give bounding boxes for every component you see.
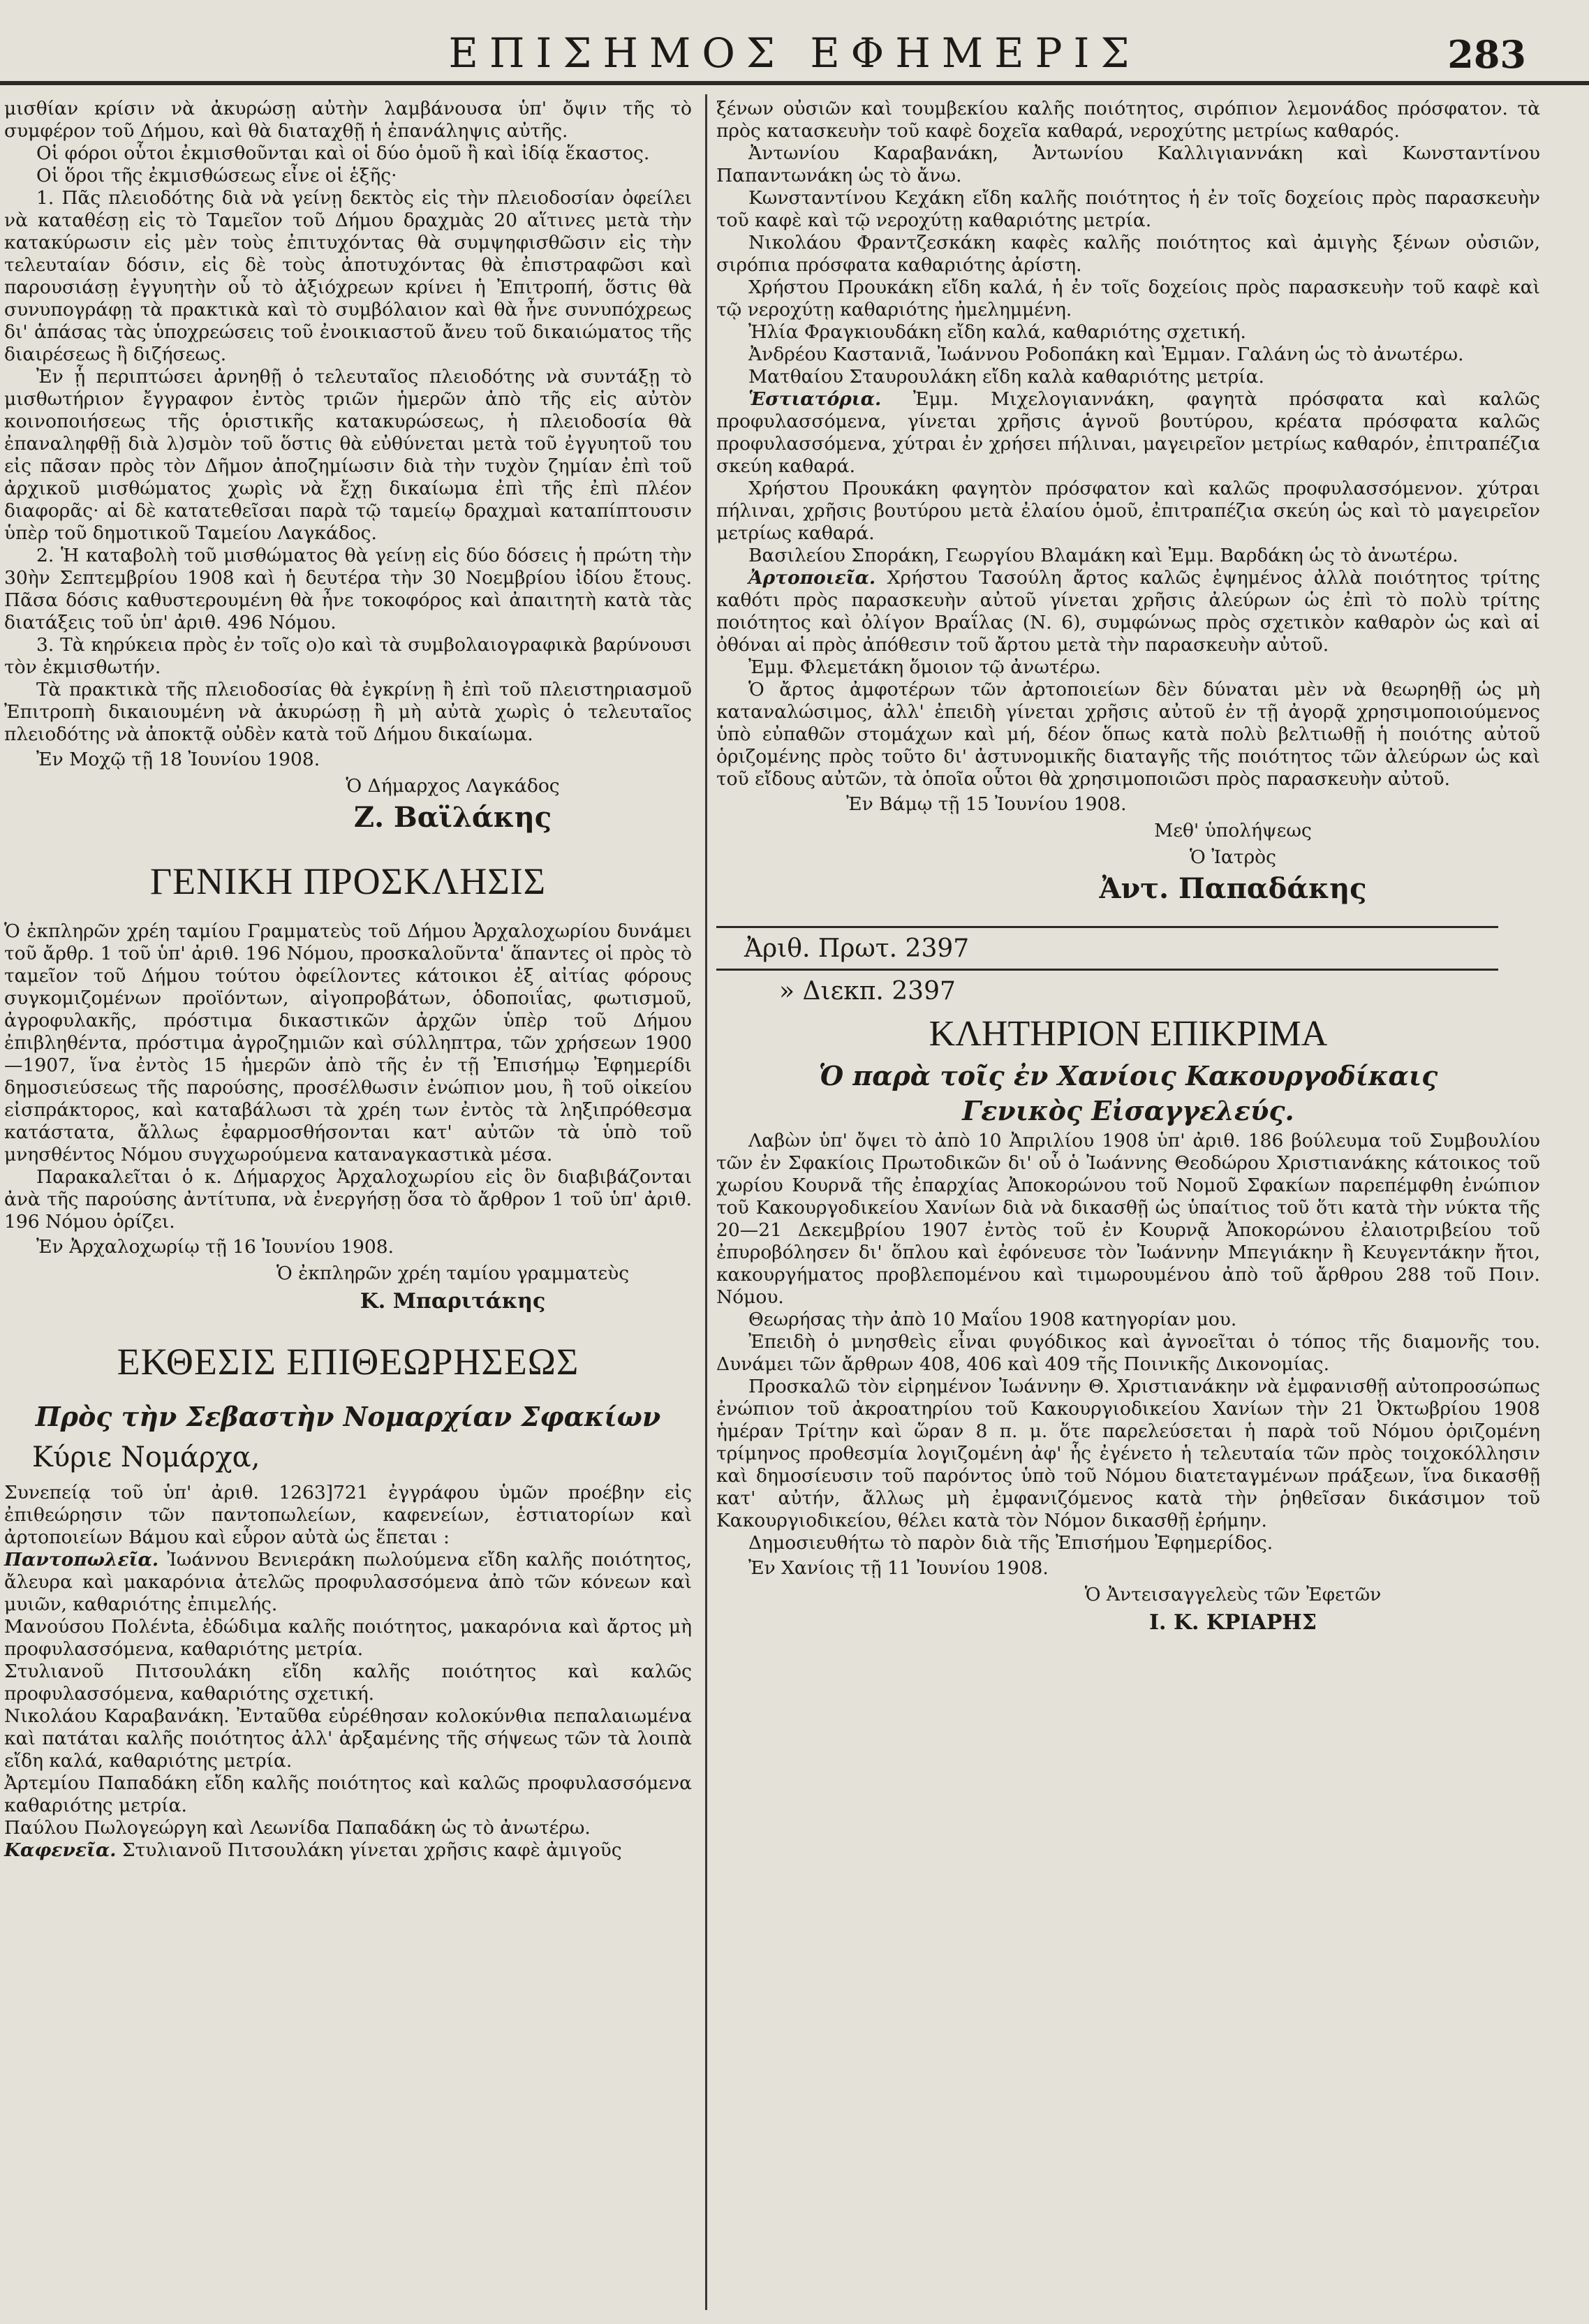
- paragraph: [4, 1772, 692, 1817]
- section-rule: [716, 969, 1498, 971]
- paragraph-lead: Ἑστιατόρια.: [748, 388, 882, 410]
- paragraph: Ἐπειδὴ ὁ μνησθεὶς εἶναι φυγόδικος καὶ ἀγνοεῖται ὁ τόπος τῆς διαμονῆς του. Δυνάμει τῶν ἄρθρων 408, 406 καὶ 409 τῆς Ποινικῆς Δικονομίας.: [716, 1331, 1540, 1375]
- paragraph-text: Χρήστου Προυκάκη εἴδη καλά, ἡ ἐν τοῖς δοχείοις πρὸς παρασκευὴν τοῦ καφὲ καὶ τῷ νεροχύτῃ καθαριότης ἠμελημμένη.: [716, 277, 1540, 321]
- paragraph-text: Μανούσου Πολένta, ἐδώδιμα καλῆς ποιότητος, μακαρόνια καὶ ἄρτος μὴ προφυλασσόμενα, καθαριότης μετρία.: [4, 1616, 692, 1660]
- paragraph: [4, 1705, 692, 1772]
- summons: [716, 926, 1540, 1637]
- paragraph: [716, 679, 1540, 790]
- section-subheading: Πρὸς τὴν Σεβαστὴν Νομαρχίαν Σφακίων: [35, 1401, 661, 1432]
- report-date: Ἐν Βάμῳ τῇ 15 Ἰουνίου 1908.: [846, 793, 1127, 815]
- paragraph: Τὰ πρακτικὰ τῆς πλειοδοσίας θὰ ἐγκρίνῃ ἢ ἐπὶ τοῦ πλειστηριασμοῦ Ἐπιτροπὴ δικαιουμένη νὰ ἀκυρώσῃ ἢ μὴ αὐτὰ χωρὶς ὁ τελευταῖος πλειοδότης νὰ ἀποκτᾷ οὐδὲν κατὰ τοῦ Δήμου δικαίωμα.: [4, 679, 692, 745]
- paragraph-lead: Ἀρτοποιεῖα.: [748, 567, 876, 589]
- paragraph: [4, 1482, 692, 1549]
- paragraph: Λαβὼν ὑπ' ὄψει τὸ ἀπὸ 10 Ἀπριλίου 1908 ὑπ' ἀριθ. 186 βούλευμα τοῦ Συμβουλίου τῶν ἐν Σφακίοις Πρωτοδικῶν δι' οὗ ὁ Ἰωάννης Θεοδώρου Χριστιανάκης κάτοικος τοῦ χωρίου Κουρνᾶ τῆς ἐπαρχίας Ἀποκορώνου τοῦ Νομοῦ Σφακίων παρεπέμφθη ἐνώπιον τοῦ Κακουργοδικείου Χανίων διὰ νὰ δικασθῇ ὡς ὑπαίτιος τοῦ ὅτι κατὰ τὴν νύκτα τῆς 20—21 Δεκεμβρίου 1907 ἐντὸς τοῦ ἐν Κουρνᾷ Ἀποκορώνου ἐλαιοτριβείου τοῦ ἐπυροβόλησεν δι' ὅπλου καὶ ἐφόνευσε τὸν Ἰωάννην Μπεγιάκην ἢ Κευγεντάκην ἤτοι, κακουργήματος προβλεπομένου καὶ τιμωρουμένου ἀπὸ τοῦ ἄρθρου 288 τοῦ Ποιν. Νόμου.: [716, 1130, 1540, 1308]
- paragraph: μισθίαν κρίσιν νὰ ἀκυρώσῃ αὐτὴν λαμβάνουσα ὑπ' ὄψιν τῆς τὸ συμφέρον τοῦ Δήμου, καὶ θὰ διαταχθῇ ἡ ἐπανάληψις αὐτῆς.: [4, 98, 692, 142]
- paragraph-text: Ματθαίου Σταυρουλάκη εἴδη καλὰ καθαριότης μετρία.: [748, 366, 1264, 388]
- masthead-title: ΕΠΙΣΗΜΟΣ ΕΦΗΜΕΡΙΣ: [448, 29, 1141, 77]
- paragraph: 3. Τὰ κηρύκεια πρὸς ἐν τοῖς ο)ο καὶ τὰ συμβολαιογραφικὰ βαρύνουσι τὸν ἐκμισθωτήν.: [4, 634, 692, 678]
- paragraph: [716, 545, 1540, 567]
- report-regards: Μεθ' ὑπολήψεως: [1154, 820, 1312, 841]
- paragraph: Ὁ ἐκπληρῶν χρέη ταμίου Γραμματεὺς τοῦ Δήμου Ἀρχαλοχωρίου δυνάμει τοῦ ἄρθρ. 1 τοῦ ὑπ' ἀριθ. 196 Νόμου, προσκαλοῦντα' ἅπαντες οἱ πρὸς τὸ ταμεῖον τοῦ Δήμου τούτου ὀφείλοντες κάτοικοι ἐξ αἰτίας φόρους συγκομιζομένων προϊόντων, αἰγοπροβάτων, ὁδοποιΐας, φωτισμοῦ, ἀγροφυλακῆς, πρόστιμα δικαστικῶν ἀρχῶν ὑπὲρ τοῦ Δήμου ἐπιβληθέντα, πρόστιμα ἀγροζημιῶν καὶ σύλληπτρα, τῶν χρήσεων 1900—1907, ἵνα ἐντὸς 15 ἡμερῶν ἀπὸ τῆς ἐν τῇ Ἐπισήμῳ Ἐφημερίδι δημοσιεύσεως τῆς παρούσης, προσέλθωσιν ἐνώπιον μου, ἢ τοῦ οἰκείου εἰσπράκτορος, καὶ καταβάλωσι τὰ χρέη των ἐντὸς τὰ ληξιπρόθεσμα κατάστατα, ἄλλως ἐφαρμοσθήσονται κατ' αὐτῶν τὰ ὑπὸ τοῦ μνησθέντος Νόμου συγχωρούμενα καταναγκαστικὰ μέσα.: [4, 920, 692, 1165]
- paragraph: [4, 1661, 692, 1705]
- paragraph: [4, 1839, 692, 1862]
- paragraph-text: Ἠλία Φραγκιουδάκη εἴδη καλά, καθαριότης σχετική.: [748, 321, 1246, 343]
- paragraph: 2. Ἡ καταβολὴ τοῦ μισθώματος θὰ γείνῃ εἰς δύο δόσεις ἡ πρώτη τὴν 30ὴν Σεπτεμβρίου 1908 καὶ ἡ δευτέρα τὴν 30 Νοεμβρίου ἰδίου ἔτους. Πᾶσα δόσις καθυστερουμένη θὰ ἦνε τοκοφόρος καὶ ἀπαιτητὴ κατὰ τὰς διατάξεις τοῦ ὑπ' ἀριθ. 496 Νόμου.: [4, 545, 692, 633]
- paragraph-text: Ἀρτεμίου Παπαδάκη εἴδη καλῆς ποιότητος καὶ καλῶς προφυλασσόμενα καθαριότης μετρία.: [4, 1772, 692, 1816]
- paragraph: Ἐν ᾗ περιπτώσει ἀρνηθῇ ὁ τελευταῖος πλειοδότης νὰ συντάξῃ τὸ μισθωτήριον ἔγγραφον ἐντὸς τριῶν ἡμερῶν ἀπὸ τῆς εἰς αὐτὸν κοινοποιήσεως τῆς ὁριστικῆς κατακυρώσεως, ἡ πλειοδοσία θὰ ἐπαναληφθῇ διὰ λ)σμὸν τοῦ ὅστις θὰ εὐθύνεται μετὰ τοῦ ἐγγυητοῦ του εἰς πᾶσαν πρὸς τὸν Δῆμον ἀποζημίωσιν διὰ τὴν τυχὸν ζημίαν ἐπὶ τοῦ ἀρχικοῦ μισθώματος χωρὶς νὰ ἔχῃ δικαίωμα ἐπὶ τῆς ἐπὶ πλέον διαφορᾶς· αἱ δὲ κατατεθεῖσαι παρὰ τῷ ταμείῳ δραχμαὶ καταπίπτουσιν ὑπὲρ τοῦ δημοτικοῦ Ταμείου Λαγκάδος.: [4, 366, 692, 544]
- masthead: [0, 0, 1589, 84]
- protocol-number: Ἀριθ. Πρωτ. 2397: [744, 934, 970, 963]
- paragraph-text: Ἀνδρέου Καστανιᾶ, Ἰωάννου Ροδοπάκη καὶ Ἐμμαν. Γαλάνη ὡς τὸ ἀνωτέρω.: [748, 344, 1464, 365]
- paragraph-text: Συνεπείᾳ τοῦ ὑπ' ἀριθ. 1263]721 ἐγγράφου ὑμῶν προέβην εἰς ἐπιθεώρησιν τῶν παντοπωλείων, καφενείων, ἑστιατορίων καὶ ἀρτοποιείων Βάμου καὶ εὗρον αὐτὰ ὡς ἕπεται :: [4, 1482, 692, 1548]
- paragraph: [716, 98, 1540, 142]
- signer-name: Ζ. Βαϊλάκης: [353, 801, 552, 834]
- paragraph-lead: Παντοπωλεῖα.: [4, 1549, 159, 1571]
- paragraph: [716, 321, 1540, 344]
- paragraph: [716, 567, 1540, 656]
- paragraph-text: Στυλιανοῦ Πιτσουλάκη εἴδη καλῆς ποιότητος καὶ καλῶς προφυλασσόμενα, καθαριότης σχετική.: [4, 1661, 692, 1705]
- report-signer: Ἀντ. Παπαδάκης: [1099, 872, 1367, 905]
- notice-date: Ἐν Ἀρχαλοχωρίῳ τῇ 16 Ἰουνίου 1908.: [36, 1236, 394, 1258]
- lease-notice: [4, 98, 692, 835]
- column-divider: [705, 94, 707, 2310]
- paragraph-text: Νικολάου Φραντζεσκάκη καφὲς καλῆς ποιότητος καὶ ἀμιγὴς ξένων οὐσιῶν, σιρόπια πρόσφατα καθαριότης ἀρίστη.: [716, 232, 1540, 276]
- paragraph-text: Ἰωάννου Βενιεράκη πωλούμενα εἴδη καλῆς ποιότητος, ἄλευρα καὶ μακαρόνια ἀτελῶς προφυλασσόμενα ἀπὸ τῶν κόνεων καὶ μυιῶν, καθαριότης ἐπιμελής.: [4, 1549, 692, 1615]
- paragraph: Οἱ φόροι οὗτοι ἐκμισθοῦνται καὶ οἱ δύο ὁμοῦ ἢ καὶ ἰδίᾳ ἕκαστος.: [36, 142, 650, 164]
- paragraph: Προσκαλῶ τὸν εἰρημένον Ἰωάννην Θ. Χριστιανάκην νὰ ἐμφανισθῇ αὐτοπροσώπως ἐνώπιον τοῦ ἀκροατηρίου τοῦ Κακουργιοδικείου Χανίων τὴν 21 Ὀκτωβρίου 1908 ἡμέραν Τρίτην καὶ ὥραν 8 π. μ. ὅτε παρελεύσεται ἡ παρὰ τοῦ Νόμου ὁριζομένη τρίμηνος προθεσμία λογιζομένη ἀφ' ἧς ἐγένετο ἡ τελευταία τῶν πρὸς τοιχοκόλλησιν καὶ δημοσίευσιν τοῦ παρόντος ὑπὸ τοῦ Νόμου διατεταγμένων πράξεων, ἵνα δικασθῇ κατ' αὐτήν, ἄλλως μὴ ἐμφανιζόμενος κατὰ τὴν ῥηθεῖσαν δικάσιμον τοῦ Κακουργιοδικείου, θέλει κατὰ τὸν Νόμον δικασθῇ ἐρήμην.: [716, 1376, 1540, 1531]
- signer-role: Ὁ ἐκπληρῶν χρέη ταμίου γραμματεὺς: [276, 1263, 630, 1284]
- signer-name: Κ. Μπαριτάκης: [360, 1289, 546, 1314]
- paragraph: [716, 142, 1540, 187]
- section-rule: [716, 926, 1498, 928]
- paragraph: [716, 277, 1540, 321]
- paragraph: [716, 478, 1540, 545]
- inspection-report-continued: [716, 98, 1540, 906]
- inspection-report: [4, 1339, 692, 1862]
- record-number: » Διεκπ. 2397: [779, 977, 956, 1006]
- paragraph-lead: Καφενεῖα.: [4, 1839, 117, 1861]
- paragraph-text: Ἀντωνίου Καραβανάκη, Ἀντωνίου Καλλιγιαννάκη καὶ Κωνσταντίνου Παπαντωνάκη ὡς τὸ ἄνω.: [716, 142, 1540, 186]
- paragraph: Δημοσιευθήτω τὸ παρὸν διὰ τῆς Ἐπισήμου Ἐφημερίδος.: [748, 1532, 1273, 1554]
- paragraph: [4, 1616, 692, 1661]
- section-subheading: Γενικὸς Εἰσαγγελεύς.: [962, 1095, 1294, 1126]
- paragraph: [4, 1817, 692, 1839]
- section-heading: ΕΚΘΕΣΙΣ ΕΠΙΘΕΩΡΗΣΕΩΣ: [117, 1341, 579, 1383]
- paragraph-text: Βασιλείου Σποράκη, Γεωργίου Βλαμάκη καὶ Ἐμμ. Βαρδάκη ὡς τὸ ἀνωτέρω.: [748, 545, 1458, 566]
- paragraph-text: ξένων οὐσιῶν καὶ τουμβεκίου καλῆς ποιότητος, σιρόπιον λεμονάδος πρόσφατον. τὰ πρὸς κατασκευὴν τοῦ καφὲ δοχεῖα καθαρά, νεροχύτης μετρίως καθαρός.: [716, 98, 1540, 142]
- paragraph: [716, 366, 1540, 388]
- left-column: [0, 98, 702, 2310]
- paragraph: [716, 344, 1540, 366]
- right-column: [712, 98, 1589, 2310]
- page-number: 283: [1447, 32, 1526, 77]
- summons-date: Ἐν Χανίοις τῇ 11 Ἰουνίου 1908.: [748, 1557, 1049, 1579]
- signer-name: Ι. Κ. ΚΡΙΑΡΗΣ: [1149, 1610, 1317, 1635]
- paragraph: [4, 1549, 692, 1616]
- paragraph-text: Χρήστου Προυκάκη φαγητὸν πρόσφατον καὶ καλῶς προφυλασσόμενον. χύτραι πήλιναι, χρῆσις βουτύρου μετὰ ἐλαίου ὁμοῦ, ἐπιτραπέζια σκεύη ὡς καὶ τὸ μαγειρεῖον μετρίως καθαρά.: [716, 478, 1540, 544]
- signer-role: Ὁ Ἀντεισαγγελεὺς τῶν Ἐφετῶν: [1084, 1584, 1382, 1605]
- paragraph: [716, 187, 1540, 232]
- section-heading: ΓΕΝΙΚΗ ΠΡΟΣΚΛΗΣΙΣ: [149, 860, 547, 902]
- salutation: Κύριε Νομάρχα,: [32, 1441, 260, 1473]
- masthead-rule: [0, 81, 1589, 85]
- section-heading: ΚΛΗΤΗΡΙΟΝ ΕΠΙΚΡΙΜΑ: [929, 1014, 1328, 1054]
- general-invitation: [4, 859, 692, 1316]
- paragraph: Οἱ ὅροι τῆς ἐκμισθώσεως εἶνε οἱ ἑξῆς·: [36, 165, 397, 186]
- paragraph-text: Παύλου Πωλογεώργη καὶ Λεωνίδα Παπαδάκη ὡς τὸ ἀνωτέρω.: [4, 1817, 591, 1839]
- signer-role: Ὁ Δήμαρχος Λαγκάδος: [346, 775, 560, 797]
- notice-date: Ἐν Μοχῷ τῇ 18 Ἰουνίου 1908.: [36, 749, 320, 770]
- paragraph-text: Νικολάου Καραβανάκη. Ἐνταῦθα εὑρέθησαν κολοκύνθια πεπαλαιωμένα καὶ πατάται καλῆς ποιότητος ἀλλ' ἀρξαμένης τῆς σήψεως τῶν τὰ λοιπὰ εἴδη καλά, καθαριότης μετρία.: [4, 1705, 692, 1772]
- paragraph-text: Στυλιανοῦ Πιτσουλάκη γίνεται χρῆσις καφὲ ἀμιγοῦς: [116, 1839, 622, 1861]
- report-role: Ὁ Ἰατρὸς: [1190, 846, 1276, 868]
- section-subheading: Ὁ παρὰ τοῖς ἐν Χανίοις Κακουργοδίκαις: [818, 1060, 1438, 1091]
- paragraph-text: Κωνσταντίνου Κεχάκη εἴδη καλῆς ποιότητος ἡ ἐν τοῖς δοχείοις πρὸς παρασκευὴν τοῦ καφὲ καὶ τῷ νεροχύτῃ καθαριότης μετρία.: [716, 187, 1540, 231]
- paragraph: [716, 656, 1540, 679]
- paragraph: 1. Πᾶς πλειοδότης διὰ νὰ γείνῃ δεκτὸς εἰς τὴν πλειοδοσίαν ὀφείλει νὰ καταθέσῃ εἰς τὸ Ταμεῖον τοῦ Δήμου δραχμὰς 20 αἵτινες μετὰ τὴν κατακύρωσιν εἰς μὲν τοὺς ἐπιτυχόντας θὰ συμψηφισθῶσιν εἰς τὴν τελευταίαν δόσιν, εἰς δὲ τοὺς ἀποτυχόντας θὰ ἐπιστραφῶσι καὶ παρουσιάσῃ ἐγγυητὴν οὗ τὸ ἀξιόχρεων κρίνει ἡ Ἐπιτροπή, ὅστις θὰ συνυπογράφῃ τὰ πρακτικὰ καὶ τὸ συμβόλαιον καὶ θὰ ἦνε συνυπόχρεως δι' ἁπάσας τὰς ὑποχρεώσεις τοῦ ἐνοικιαστοῦ ἄνευ τοῦ δικαιώματος τῆς διαιρέσεως ἢ διζήσεως.: [4, 187, 692, 365]
- paragraph-text: Χρήστου Τασούλη ἄρτος καλῶς ἐψημένος ἀλλὰ ποιότητος τρίτης καθότι πρὸς παρασκευὴν αὐτοῦ γίνεται χρῆσις ἀλεύρων ὡς ἐπὶ τὸ πολὺ τρίτης ποιότητος καὶ ὀλίγον Βραΐλας (Ν. 6), συμφώνως πρὸς σχετικὸν καθαρὸν ὡς καὶ αἱ ὀθόναι αἱ πρὸς ἀπόθεσιν τοῦ ἄρτου μετὰ τὴν παρασκευὴν αὐτοῦ.: [716, 567, 1540, 656]
- paragraph: Θεωρήσας τὴν ἀπὸ 10 Μαΐου 1908 κατηγορίαν μου.: [748, 1309, 1237, 1330]
- paragraph: [716, 388, 1540, 478]
- paragraph-text: Ἐμμ. Φλεμετάκη ὅμοιον τῷ ἀνωτέρω.: [748, 656, 1101, 678]
- paragraph-text: Ἐμμ. Μιχελογιαννάκη, φαγητὰ πρόσφατα καὶ καλῶς προφυλασσόμενα, γίνεται χρῆσις ἁγνοῦ βουτύρου, κρέατα πρόσφατα καλῶς προφυλασσόμενα, χύτραι ἐν χρήσει πήλιναι, μαγειρεῖον μετρίως καθαρόν, ἐπιτραπέζια σκεύη καθαρά.: [716, 388, 1540, 477]
- paragraph: [716, 232, 1540, 277]
- paragraph: Παρακαλεῖται ὁ κ. Δήμαρχος Ἀρχαλοχωρίου εἰς ὃν διαβιβάζονται ἀνὰ τῆς παρούσης ἀντίτυπα, νὰ ἐνεργήσῃ ὅσα τὸ ἄρθρον 1 τοῦ ὑπ' ἀριθ. 196 Νόμου ὁρίζει.: [4, 1166, 692, 1233]
- paragraph-text: Ὁ ἄρτος ἀμφοτέρων τῶν ἀρτοποιείων δὲν δύναται μὲν νὰ θεωρηθῇ ὡς μὴ καταναλώσιμος, ἀλλ' ἐπειδὴ γίνεται χρῆσις αὐτοῦ ἐν τῇ ἀγορᾷ χρησιμοποιούμενος ὑπὸ εὐπαθῶν στομάχων καὶ μή, δέον ὅπως κατὰ πολὺ βελτιωθῇ ἡ ποιότης αὐτοῦ ὁριζομένης πρὸς τοῦτο δι' ἀστυνομικῆς διαταγῆς τῆς ποιότητος τῶν ἀλεύρων ὡς καὶ τοῦ εἴδους αὐτῶν, τὰ ὁποῖα οὗτοι θὰ χρησιμοποιῶσι πρὸς παρασκευὴν αὐτοῦ.: [716, 679, 1540, 790]
